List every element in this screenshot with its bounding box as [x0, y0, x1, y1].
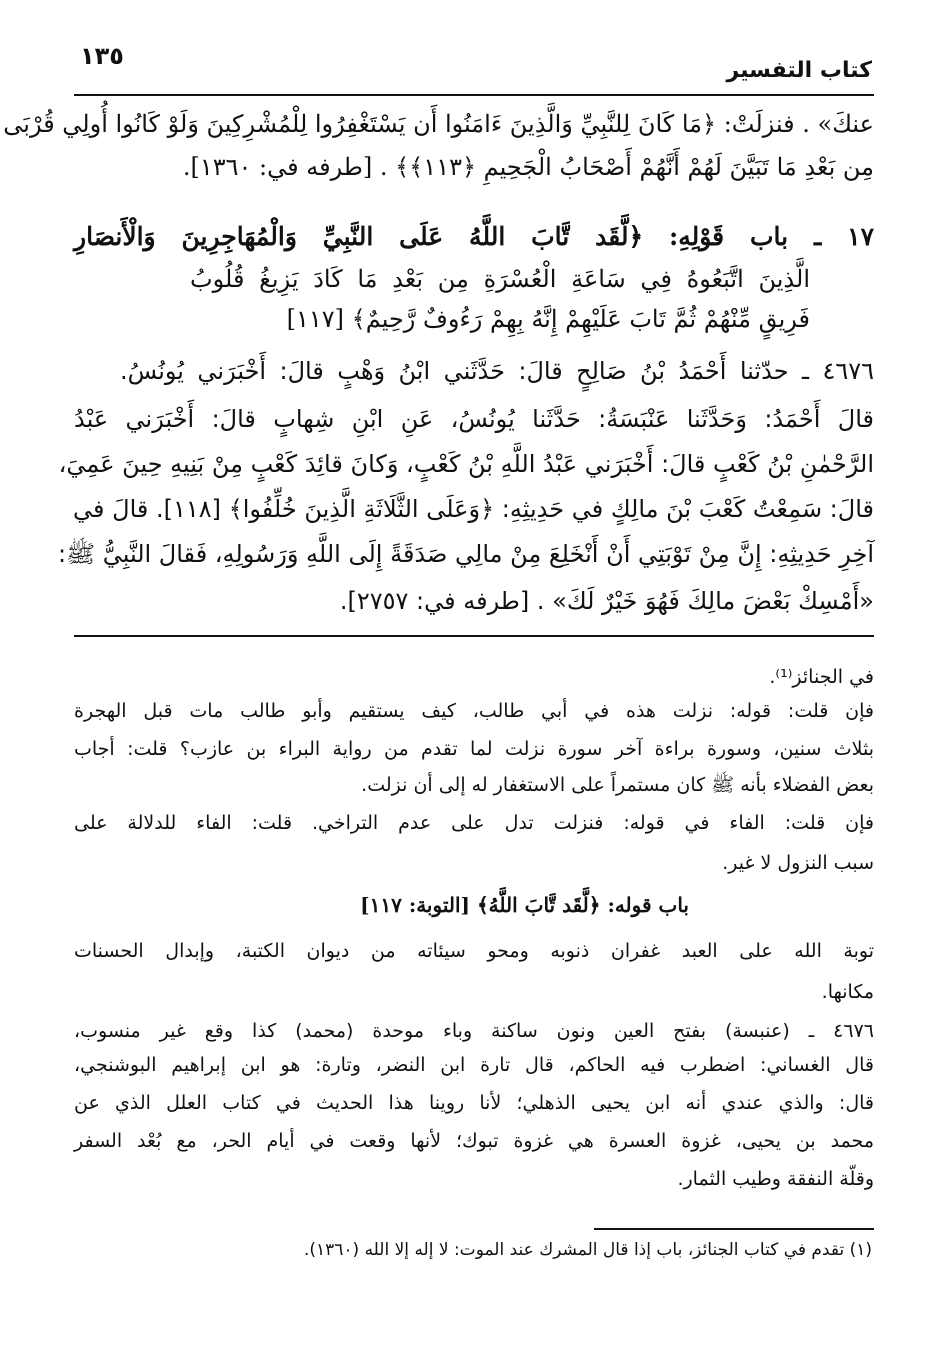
- commentary-line: فإن قلت: الفاء في قوله: فنزلت تدل على عدم التراخي. قلت: الفاء للدلالة على: [74, 812, 874, 834]
- text-line: مِن بَعْدِ مَا تَبَيَّنَ لَهُمْ أَنَّهُمْ أَصْحَابُ الْجَحِيمِ ﴿١١٣﴾﴾ . [طرفه في: ١٣٦٠].: [182, 153, 874, 181]
- chapter-heading-line: الَّذِينَ اتَّبَعُوهُ فِي سَاعَةِ الْعُسْرَةِ مِن بَعْدِ مَا كَادَ يَزِيغُ قُلُوبُ: [190, 265, 810, 293]
- hadith-line: قالَ: سَمِعْتُ كَعْبَ بْنَ مالِكٍ في حَدِيثِهِ: ﴿وَعَلَى الثَّلَاثَةِ الَّذِينَ خُلِّفُوا﴾ [١١٨]. قالَ في: [73, 495, 874, 523]
- commentary-line: ٤٦٧٦ ـ (عنبسة) بفتح العين ونون ساكنة وباء موحدة (محمد) كذا وقع غير منسوب،: [74, 1020, 874, 1042]
- hadith-line: ٤٦٧٦ ـ حدّثنا أَحْمَدُ بْنُ صَالِحٍ قالَ: حَدَّثَني ابْنُ وَهْبٍ قالَ: أَخْبَرَني يُونُسُ.: [120, 357, 874, 385]
- commentary-line: محمد بن يحيى، غزوة العسرة هي غزوة تبوك؛ لأنها وقعت في أيام الحر، مع بُعْد السفر: [74, 1130, 874, 1152]
- header-rule: [74, 94, 874, 96]
- footnote-rule: [594, 1228, 874, 1230]
- hadith-line: الرَّحْمٰنِ بْنُ كَعْبٍ قالَ: أَخْبَرَني عَبْدُ اللَّهِ بْنُ كَعْبٍ، وَكانَ قائِدَ كَعْبٍ مِنْ بَنِيهِ حِينَ عَمِيَ،: [58, 450, 874, 478]
- chapter-heading-line: فَرِيقٍ مِّنْهُمْ ثُمَّ تَابَ عَلَيْهِمْ إِنَّهُ بِهِمْ رَءُوفٌ رَّحِيمٌ﴾ [١١٧]: [286, 305, 810, 333]
- commentary-line: فإن قلت: قوله: نزلت هذه في أبي طالب، كيف يستقيم وأبو طالب مات قبل الهجرة: [74, 700, 874, 722]
- commentary-line: بعض الفضلاء بأنه ﷺ كان مستمراً على الاستغفار له إلى أن نزلت.: [361, 774, 874, 796]
- commentary-line: قال الغساني: اضطرب فيه الحاكم، قال تارة ابن النضر، وتارة: هو ابن إبراهيم البوشنجي،: [74, 1054, 874, 1076]
- commentary-line: قال: والذي عندي أنه ابن يحيى الذهلي؛ لأنا روينا هذا الحديث في كتاب العلل الذي عن: [74, 1092, 874, 1114]
- section-divider: [74, 635, 874, 637]
- hadith-line: قالَ أَحْمَدُ: وَحَدَّثَنا عَنْبَسَةُ: حَدَّثَنا يُونُسُ، عَنِ ابْنِ شِهابٍ قالَ: أَخْبَرَني عَبْدُ: [74, 405, 874, 433]
- hadith-line: «أَمْسِكْ بَعْضَ مالِكَ فَهُوَ خَيْرٌ لَكَ» . [طرفه في: ٢٧٥٧].: [339, 587, 874, 615]
- commentary-line: بثلاث سنين، وسورة براءة آخر سورة نزلت لما تقدم من رواية البراء بن عازب؟ قلت: أجاب: [74, 738, 874, 760]
- commentary-line: توبة الله على العبد غفران ذنوبه ومحو سيئاته من ديوان الكتبة، وإبدال الحسنات: [74, 940, 874, 962]
- hadith-line: آخِرِ حَدِيثِهِ: إِنَّ مِنْ تَوْبَتِي أَنْ أَنْخَلِعَ مِنْ مالِي صَدَقَةً إِلَى اللَّهِ وَرَسُولِهِ، فَقالَ النَّبِيُّ ﷺ:: [58, 540, 874, 568]
- chapter-heading-line: ١٧ ـ باب قَوْلِهِ: ﴿لَّقَد تَّابَ اللَّهُ عَلَى النَّبِيِّ وَالْمُهَاجِرِينَ وَالْأَنصَارِ: [74, 222, 874, 251]
- page-number: ١٣٥: [80, 42, 124, 70]
- commentary-chapter-heading: باب قوله: ﴿لَّقَد تَّابَ اللَّهُ﴾ [التوبة: ١١٧]: [360, 893, 689, 917]
- commentary-line: سبب النزول لا غير.: [722, 852, 874, 874]
- footnote: (١) تقدم في كتاب الجنائز، باب إذا قال المشرك عند الموت: لا إله إلا الله (١٣٦٠).: [303, 1240, 872, 1260]
- commentary-line: مكانها.: [821, 981, 874, 1003]
- book-title: كتاب التفسير: [726, 58, 872, 83]
- text-line: عنكَ» . فنزلَتْ: ﴿مَا كَانَ لِلنَّبِيِّ وَالَّذِينَ ءَامَنُوا أَن يَسْتَغْفِرُوا لِلْمُشْرِكِينَ وَلَوْ كَانُوا أُولِي قُرْبَى: [3, 110, 874, 138]
- commentary-line: في الجنائز⁽¹⁾.: [769, 666, 874, 688]
- commentary-line: وقلّة النفقة وطيب الثمار.: [677, 1168, 874, 1190]
